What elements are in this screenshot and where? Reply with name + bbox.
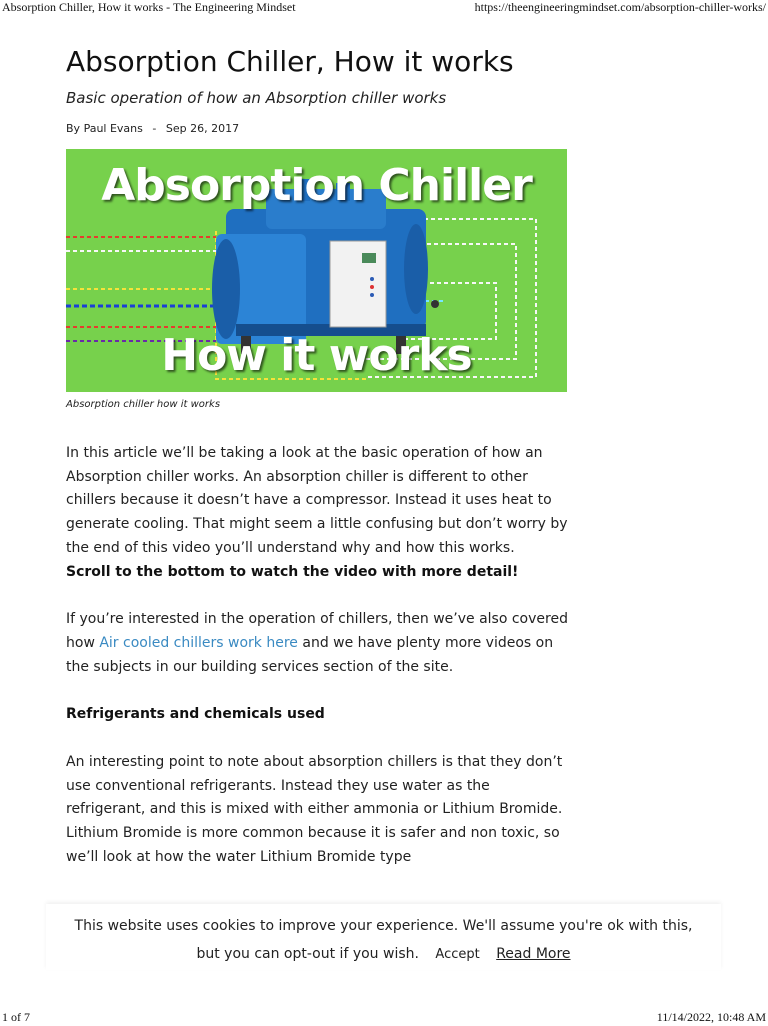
- scroll-note: Scroll to the bottom to watch the video with more detail!: [66, 563, 519, 580]
- cookie-consent-bar: [46, 904, 721, 970]
- chillers-paragraph-before: If you’re interested in the operation of chillers, then we’ve also covered how: [66, 611, 568, 651]
- section-heading-refrigerants: Refrigerants and chemicals used: [66, 706, 325, 723]
- page-subtitle: Basic operation of how an Absorption chiller works: [66, 89, 447, 107]
- refrigerants-paragraph: An interesting point to note about absorption chillers is that they don’t use conventional refrigerants. Instead they use water as the refrigerant, and this is mixed with either ammonia or Lithium Bromide. Lithium Bromide is more common because it is safer and non toxic, so we’ll look at how the water Lithium Bromide type: [66, 754, 563, 865]
- air-cooled-chillers-link[interactable]: Air cooled chillers work here: [99, 634, 298, 651]
- chillers-paragraph-after: and we have plenty more videos on the subjects in our building services section of the site.: [66, 634, 554, 675]
- print-header: [0, 0, 768, 16]
- chillers-paragraph: [66, 608, 568, 679]
- byline: [66, 122, 568, 136]
- cookie-message-line2: [46, 944, 721, 965]
- print-datetime: 11/14/2022, 10:48 AM: [656, 1010, 766, 1024]
- page-title: Absorption Chiller, How it works: [66, 45, 514, 78]
- hero-title-line1: Absorption Chiller: [101, 160, 532, 211]
- byline-separator: -: [152, 122, 157, 135]
- intro-paragraph: In this article we’ll be taking a look at the basic operation of how an Absorption chiller works. An absorption chiller is different to other chillers because it doesn’t have a compressor. Instead it uses heat to generate cooling. That might seem a little confusing but don’t worry by the end of this video you’ll understand why and how this works.: [66, 445, 568, 556]
- hero-image: [66, 149, 567, 392]
- cookie-message-line1: This website uses cookies to improve your experience. We'll assume you're ok with this,: [74, 918, 693, 934]
- byline-by: By: [66, 122, 81, 135]
- cookie-accept-button[interactable]: Accept: [435, 947, 480, 962]
- cookie-message-line2-text: but you can opt-out if you wish.: [196, 946, 419, 962]
- print-page-number: 1 of 7: [2, 1010, 30, 1024]
- cookie-read-more-link[interactable]: Read More: [496, 946, 571, 962]
- print-url: https://theengineeringmindset.com/absorption-chiller-works/: [474, 0, 766, 14]
- publish-date: Sep 26, 2017: [165, 122, 240, 135]
- print-doc-title: Absorption Chiller, How it works - The Engineering Mindset: [2, 0, 296, 14]
- author-link[interactable]: Paul Evans: [83, 122, 143, 135]
- image-caption: Absorption chiller how it works: [66, 399, 221, 410]
- article: [66, 44, 568, 870]
- hero-title-line2: How it works: [161, 330, 472, 381]
